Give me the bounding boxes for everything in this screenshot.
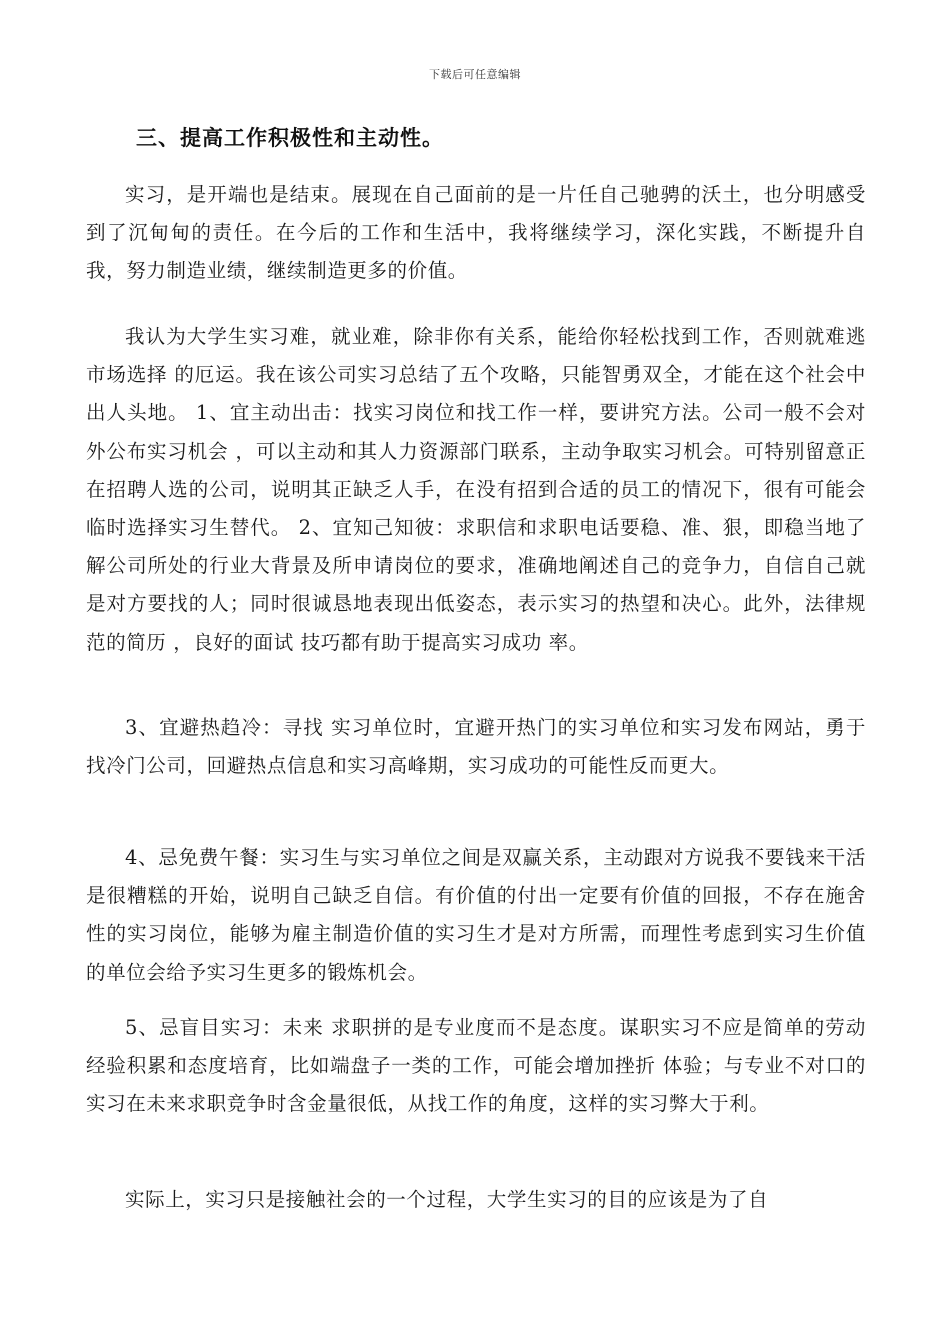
paragraph-5: 5、忌盲目实习：未来 求职拼的是专业度而不是态度。谋职实习不应是简单的劳动经验积累和态度培育，比如端盘子一类的工作，可能会增加挫折 体验；与专业不对口的实习在未来求职竞争时含金量很低，从找工作的角度，这样的实习弊大于利。 bbox=[86, 1016, 866, 1116]
paragraph-4: 4、忌免费午餐：实习生与实习单位之间是双赢关系，主动跟对方说我不要钱来干活是很糟糕的开始，说明自己缺乏自信。有价值的付出一定要有价值的回报，不存在施舍性的实习岗位，能够为雇主制造价值的实习生才是对方所需，而理性考虑到实习生价值的单位会给予实习生更多的锻炼机会。 bbox=[86, 846, 866, 984]
paragraph-3: 3、宜避热趋冷：寻找 实习单位时，宜避开热门的实习单位和实习发布网站，勇于找冷门公司，回避热点信息和实习高峰期，实习成功的可能性反而更大。 bbox=[86, 716, 866, 778]
page-header-note: 下载后可任意编辑 bbox=[429, 68, 521, 81]
paragraph-1: 实习，是开端也是结束。展现在自己面前的是一片任自己驰骋的沃土，也分明感受到了沉甸甸的责任。在今后的工作和生活中，我将继续学习，深化实践，不断提升自我，努力制造业绩，继续制造更多的价值。 bbox=[86, 183, 866, 283]
paragraph-2: 我认为大学生实习难，就业难，除非你有关系，能给你轻松找到工作，否则就难逃市场选择 的厄运。我在该公司实习总结了五个攻略，只能智勇双全，才能在这个社会中出人头地。 1、宜主动出击：找实习岗位和找工作一样，要讲究方法。公司一般不会对外公布实习机会 ，可以主动和其人力资源部门联系，主动争取实习机会。可特别留意正在招聘人选的公司，说明其正缺乏人手，在没有招到合适的员工的情况下，很有可能会临时选择实习生替代。 2、宜知己知彼：求职信和求职电话要稳、准、狠，即稳当地了解公司所处的行业大背景及所申请岗位的要求，准确地阐述自己的竞争力，自信自己就是对方要找的人；同时很诚恳地表现出低姿态，表示实习的热望和决心。此外，法律规范的简历 ，良好的面试 技巧都有助于提高实习成功 率。 bbox=[86, 325, 866, 654]
paragraph-6: 实际上，实习只是接触社会的一个过程，大学生实习的目的应该是为了自 bbox=[125, 1188, 769, 1211]
section-heading: 三、提高工作积极性和主动性。 bbox=[136, 125, 444, 150]
